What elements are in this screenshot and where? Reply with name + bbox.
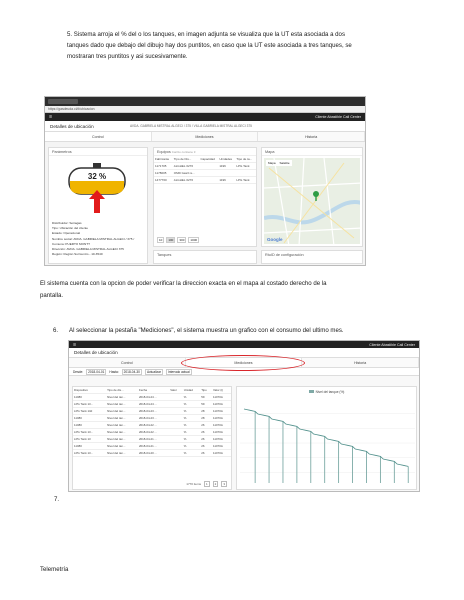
table-cell: LPG Tank 13... (73, 429, 106, 436)
col-header[interactable]: Fecha (138, 387, 169, 394)
app-header (45, 113, 365, 121)
equipos-pager (157, 237, 199, 243)
table-cell: % (183, 443, 201, 450)
pager-page[interactable]: 3 (223, 482, 225, 486)
table-cell: % (183, 408, 201, 415)
param-estado: Estado: Operacional (52, 231, 81, 236)
middle-line-1: El sistema cuenta con la opcion de poder verificar la direccion exacta en el mapa al costado derecho de la (40, 280, 327, 287)
table-cell: 26 (200, 443, 212, 450)
table-cell: 11070A (212, 443, 231, 450)
step6-number: 6. (53, 327, 59, 334)
pager-page[interactable]: 1 (205, 482, 208, 486)
tab-control[interactable]: Control (45, 132, 152, 141)
config-panel (261, 250, 363, 264)
mediciones-table (73, 387, 231, 457)
map-roads (264, 158, 360, 244)
table-row[interactable] (73, 415, 231, 422)
table-cell: 2018-04-21 ... (138, 443, 169, 450)
table-cell: 11070A (212, 415, 231, 422)
tank-graphic (49, 156, 149, 214)
table-cell: 2018-04-23 ... (138, 415, 169, 422)
to-label: Hasta: (109, 369, 119, 374)
pager-size[interactable]: 100 (168, 238, 174, 242)
equipos-table (154, 156, 256, 184)
params-panel (48, 147, 148, 264)
menu-icon[interactable]: ☰ (73, 342, 77, 347)
from-date-input[interactable]: 2018-04-01 (88, 369, 105, 374)
map-tab[interactable]: Mapa (268, 161, 276, 165)
table-row[interactable] (73, 401, 231, 408)
table-cell: Nivel del tan... (106, 422, 138, 429)
table-cell: 2018-04-22 ... (138, 422, 169, 429)
table-cell: 11070A (212, 422, 231, 429)
table-cell: 26 (200, 450, 212, 457)
table-cell: 2018-04-24 ... (138, 401, 169, 408)
consumption-chart (240, 399, 415, 487)
mediciones-table-panel (72, 386, 232, 490)
pager-page[interactable]: 2 (214, 482, 217, 486)
map-type-tabs (266, 160, 292, 166)
table-cell: Nivel del tan... (106, 429, 138, 436)
table-cell: 11070A (212, 401, 231, 408)
screenshot-mediciones (68, 340, 420, 492)
equipos-title (154, 148, 256, 156)
pager-size[interactable]: 1000 (190, 238, 198, 242)
col-header[interactable]: Dispositivo (73, 387, 106, 394)
table-cell: Nivel del tan... (106, 443, 138, 450)
table-cell: 26 (200, 429, 212, 436)
param-comuna: Comuna: PUERTO MONTT (52, 241, 91, 246)
col-header[interactable]: Tipo de Dis... (173, 156, 200, 163)
table-cell: % (183, 436, 201, 443)
refresh-button[interactable]: Actualizar (146, 369, 161, 374)
footer-label: Telemetría (40, 566, 69, 573)
table-cell: LPG Tank 13... (73, 450, 106, 457)
table-row[interactable] (73, 429, 231, 436)
params-list (49, 219, 147, 259)
table-cell: 11070A (212, 408, 231, 415)
app-user-label: Cliente Abastible Call Center (315, 115, 361, 119)
param-distribuidor: Distribuidor: Soriagas (52, 221, 82, 225)
map-canvas[interactable] (264, 158, 360, 244)
table-cell: % (183, 394, 201, 401)
table-cell: 11070A (212, 429, 231, 436)
tab-mediciones[interactable]: Mediciones (186, 358, 303, 367)
step6-text: Al seleccionar la pestaña "Mediciones", el sistema muestra un grafico con el consumo del ultimo mes. (69, 327, 344, 334)
table-row[interactable]: 1477760 ALGHEL 0276 1196 LPG Tank (154, 177, 256, 184)
table-cell: % (183, 450, 201, 457)
table-cell: Nivel del tan... (106, 415, 138, 422)
col-header[interactable]: Unidad (183, 387, 201, 394)
page-title: Detalles de ubicación (50, 123, 94, 129)
col-header[interactable]: Valor (t) (212, 387, 231, 394)
pager-size[interactable]: 10 (159, 238, 163, 242)
page-title-row (45, 121, 365, 132)
table-cell: 2018-04-21 ... (138, 436, 169, 443)
table-cell (169, 429, 182, 436)
table-row[interactable]: 1178005 OMD Gas3 re... (154, 170, 256, 177)
tab-mediciones[interactable]: Mediciones (152, 132, 259, 141)
url-text: https://gasdeuda.cl/#/ubicacion (48, 107, 95, 111)
from-label: Desde: (73, 369, 84, 374)
browser-tabbar (45, 97, 365, 106)
table-cell (169, 415, 182, 422)
table-row[interactable] (73, 422, 231, 429)
param-nombre: Nombre social: AVDA. GABRIELA MISTRAL ALGECI / 375 / (52, 236, 135, 241)
col-header[interactable]: Tipo de ta... (235, 156, 256, 163)
config-title: RtuID de configuración (265, 253, 304, 257)
table-cell: 11070A (212, 450, 231, 457)
table-cell (169, 436, 182, 443)
table-cell (169, 401, 182, 408)
equipos-panel (153, 147, 257, 247)
screenshot-location-details (44, 96, 366, 266)
table-cell: 11080 (73, 415, 106, 422)
tabs-bar (69, 358, 419, 368)
browser-urlbar[interactable] (45, 106, 365, 113)
highlight-ellipse (181, 355, 305, 371)
table-cell: 11080 (73, 394, 106, 401)
tanques-panel (153, 250, 257, 264)
col-header[interactable]: Tipo de dis... (106, 387, 138, 394)
tabs-bar (45, 132, 365, 142)
app-header (69, 341, 419, 348)
table-cell: Nivel del tan... (106, 450, 138, 457)
col-header[interactable]: Tipo (200, 387, 212, 394)
table-row[interactable] (73, 394, 231, 401)
table-cell: % (183, 422, 201, 429)
table-row[interactable] (73, 443, 231, 450)
table-cell (169, 394, 182, 401)
table-cell: LPG Tank 13... (73, 401, 106, 408)
map-tab[interactable]: Satélite (279, 161, 290, 165)
intro-line-3: mostraran tres puntitos y asi sucesivamente. (67, 53, 188, 60)
table-cell: Nivel del tan... (106, 401, 138, 408)
table-cell: 11070A (212, 436, 231, 443)
table-pager (186, 481, 227, 487)
equipos-title-text: Equipos (157, 150, 171, 154)
table-cell (169, 450, 182, 457)
table-cell (169, 443, 182, 450)
tank-percent: 32 % (87, 172, 107, 181)
location-heading: AVDA. GABRIELA MISTRAL ALGECI / 375 / VILLA GABRIELA MISTRAL ALGECI 375 (130, 124, 252, 128)
intro-line-1: 5. Sistema arroja el % del o los tanques, en imagen adjunta se visualiza que la UT esta asociada a dos (67, 31, 345, 38)
table-cell (169, 422, 182, 429)
table-cell: 26 (200, 422, 212, 429)
table-cell: LPG Tank 13d (73, 408, 106, 415)
table-row[interactable] (73, 450, 231, 457)
col-header[interactable]: Fabricante (154, 156, 173, 163)
col-header[interactable]: Capacidad (199, 156, 218, 163)
table-cell: % (183, 429, 201, 436)
table-cell: Nivel del tan... (106, 394, 138, 401)
param-tipo: Tipo: Ubicación del cliente (52, 226, 88, 231)
table-cell: Nivel del tan... (106, 408, 138, 415)
table-row[interactable] (73, 408, 231, 415)
tab-historia[interactable]: Historia (258, 132, 365, 141)
intro-line-2: tanques dado que debajo del dibujo hay dos puntitos, en caso que la UT este asociada a tres tanques, se (67, 42, 352, 49)
table-cell: 11070A (212, 394, 231, 401)
table-cell: % (183, 401, 201, 408)
table-row[interactable]: 1171705 ALGHEL 0276 1196 LPG Tank (154, 163, 256, 170)
param-region: Región: Región Sur/centro - 10-3540 (52, 252, 103, 257)
table-cell: % (183, 415, 201, 422)
to-date-input[interactable]: 2018-04-30 (123, 369, 140, 374)
legend-label: Nivel del tanque (%) (315, 390, 345, 394)
middle-line-2: pantalla. (40, 292, 64, 299)
table-cell: 2018-04-20 ... (138, 450, 169, 457)
table-cell: Nivel del tan... (106, 436, 138, 443)
map-title: Mapa (262, 148, 362, 156)
col-header[interactable]: Valor (169, 387, 182, 394)
menu-icon[interactable]: ☰ (49, 115, 53, 119)
table-cell (169, 408, 182, 415)
tanques-title: Tanques (157, 253, 172, 257)
table-cell: 59 (200, 401, 212, 408)
table-cell: 2018-04-23 ... (138, 408, 169, 415)
interval-select[interactable]: Intervalo actual (167, 369, 190, 374)
table-row[interactable] (73, 436, 231, 443)
tab-control[interactable]: Control (69, 358, 186, 367)
app-user-label: Cliente Abastible Call Center (369, 342, 415, 347)
chart-legend (237, 387, 416, 394)
map-panel (261, 147, 363, 247)
table-cell: 11080 (73, 422, 106, 429)
table-cell: 59 (200, 394, 212, 401)
col-header[interactable]: Unidades (218, 156, 235, 163)
table-cell: 2018-04-24 ... (138, 394, 169, 401)
table-cell: 28 (200, 415, 212, 422)
pager-count: 1770 items (186, 482, 201, 486)
equipos-subtitle: Carrito contiene 3 (171, 150, 196, 154)
table-cell: 2018-04-22 ... (138, 429, 169, 436)
param-direccion: Dirección: AVDA. GABRIELA MISTRAL ALGECI 375 (52, 247, 124, 252)
params-title: Parámetros (49, 148, 147, 156)
tab-historia[interactable]: Historia (302, 358, 419, 367)
table-cell: 26 (200, 436, 212, 443)
google-logo: Google (267, 237, 283, 242)
table-cell: LPG Tank 13 (73, 436, 106, 443)
mediciones-chart-panel (236, 386, 417, 490)
table-cell: 28 (200, 408, 212, 415)
page-title: Detalles de ubicación (74, 350, 118, 355)
step7-number: 7. (54, 496, 60, 503)
pager-size[interactable]: 300 (179, 238, 185, 242)
table-cell: 11080 (73, 443, 106, 450)
